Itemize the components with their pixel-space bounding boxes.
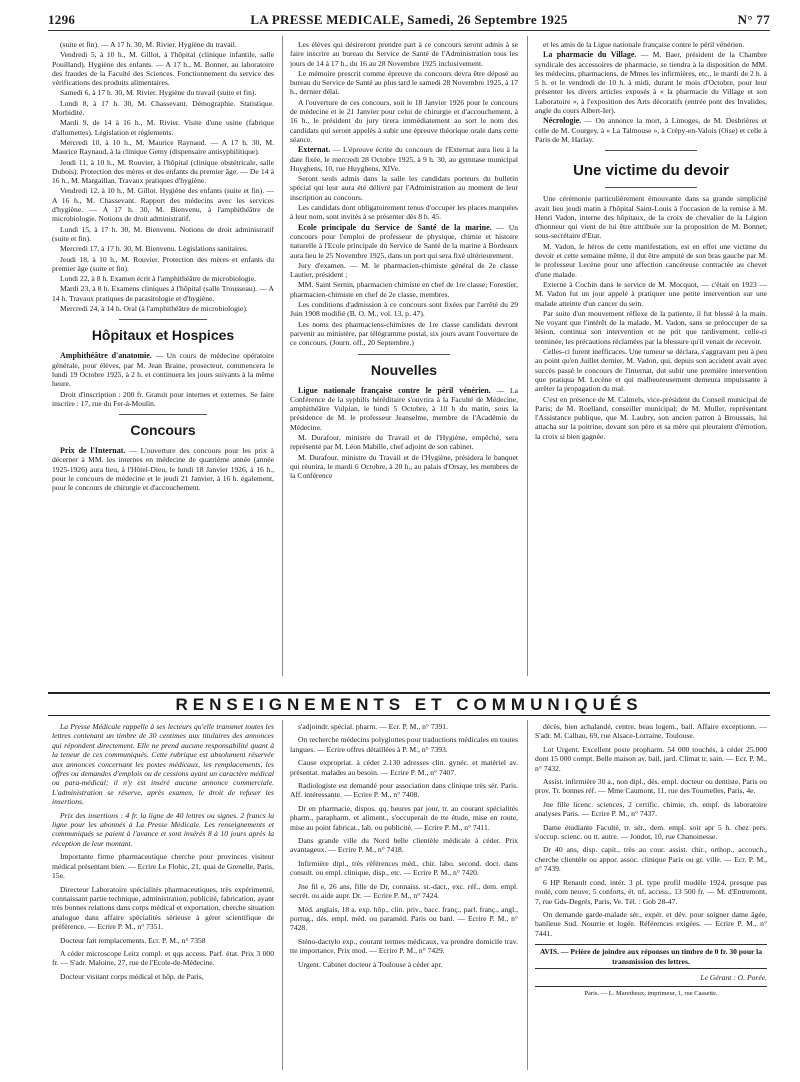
paragraph: M. Durafour, ministre du Travail et de l'Hygiène, présidera le banquet qui réunira, le mardi 6 Octobre, à 20 h., au palais d'Orsay, les membres de la Conférence <box>290 452 518 481</box>
paragraph: Les noms des pharmaciens-chimistes de 1re classe candidats devront parvenir au ministère, par télégramme postal, six jours avant l'ouverture de ce concours. (Journ. off., 20 Septembre.) <box>290 319 518 348</box>
section-title-concours: Concours <box>130 422 196 439</box>
paragraph: M. Vadon, le héros de cette manifestation, est en effet une victime du devoir et cette semaine même, il dut être amputé de son bras gauche par M. le professeur Lecène pour une affection cancéreuse contractée au chevet d'une malade. <box>535 241 767 279</box>
paragraph: Mercredi 24, à 14 h. Oral (à l'amphithéâtre de microbiologie). <box>60 304 248 314</box>
classified-ad: Méd. anglais, 18 a. exp. hôp., clin. priv., bacc. franç., parl. franç., angl., portug., dés. empl. méd. ou paraméd. Paris ou banl. — Ecrire P. M., n° 7428. <box>290 904 518 933</box>
paragraph <box>290 145 518 173</box>
classified-ad: Sténo-dactylo exp., courant termes médicaux, va prendre domicile trav. tte importance. Prix mod. — Ecrire P. M., n° 7429. <box>290 936 518 956</box>
section-divider <box>605 187 698 188</box>
paragraph-text: — M. Baer, président de la Chambre syndicale des accessoires de pharmacie, se tiendra à la disposition de MM. les médecins, pharmaciens, de Mmes les infirmières, etc., le mardi de 2 h. à 5 h. et le vendredi de 10 h. à midi, durant le mois d'Octobre, pour leur présenter les divers articles exposés à « la pharmacie du Village et son Laboratoire », à l'exposition des Arts décoratifs (entrée pont des Invalides, angle du cours Albert-Ier). <box>535 50 767 116</box>
article-title-victime: Une victime du devoir <box>573 162 729 180</box>
classified-ad: Assist. infirmière 30 a., non dipl., dés. empl. docteur ou dentiste, Paris ou prov. Tr. bonnes réf. — Mme Caumont, 11, rue des Tournelles, Paris, 4e. <box>535 777 767 796</box>
avis-notice: AVIS. — Prière de joindre aux réponses un timbre de 0 fr. 30 pour la transmission des lettres. <box>535 944 767 969</box>
notice-intro: La Presse Médicale rappelle à ses lecteurs qu'elle transmet toutes les lettres contenant un timbre de 30 centimes aux titulaires des annonces qui répondent directement. Elle ne prend aucune responsabilité quant à la teneur de ces communiqués. Cette rubrique est absolument réservée aux annonces concernant les postes médicaux, les remplacements, les offres ou demandes d'emplois ou de cessions ayant un caractère médical ou para-médical; il n'y est inséré aucune annonce commerciale. L'administration se réserve, après examen, le droit de refuser les insertions. <box>52 722 274 807</box>
classified-ad: Dr en pharmacie, dispos. qq. heures par jour, tr. au courant spécialités pharm., parapharm. et aliment., s'occuperait de tte étude, mise en route, mise au point fabricat., lab. ou publicité. — Ecrire P. M., n° 7411. <box>290 803 518 832</box>
classified-ad: s'adjoindr. spécial. pharm. — Ecr. P. M., n° 7391. <box>298 722 448 731</box>
paragraph: Mercredi 10, à 10 h., M. Maurice Raynaud. — A 17 h. 30, M. Maurice Raynaud, à la clinique Gemy (dispensaire antisyphilitique). <box>52 137 274 157</box>
paragraph: Vendredi 12, à 10 h., M. Gillot. Hygiène des enfants (suite et fin). — A 16 h., M. Chassevant. Rapport des médecins avec les services d'hygiène. — A 17 h. 30, M. Bienvenu, à l'amphithéâtre de microbiologie. Notions de droit administratif. <box>52 186 274 224</box>
classified-ad: Importante firme pharmaceutique cherche pour provinces visiteur médical présentant bien. — Ecrire Le Flohic, 21, quai de Grenelle, Paris, 15e. <box>52 852 274 881</box>
paragraph-text: — L'épreuve écrite du concours de l'Externat aura lieu à la date fixée, le mercredi 28 Octobre 1925, à 9 h. 30, au gymnase municipal Huyghens, 10, rue Huyghens, XIVe. <box>290 145 518 173</box>
column-right <box>535 40 767 680</box>
paragraph: et les amis de la Ligue nationale française contre le péril vénérien. <box>543 40 745 49</box>
gerant-line: Le Gérant : O. Porée. <box>700 972 767 982</box>
paragraph <box>52 446 274 492</box>
paragraph: Mercredi 17, à 17 h. 30, M. Bienvenu. Législations sanitaires. <box>60 244 248 254</box>
paragraph-text: — On annonce la mort, à Limoges, de M. Desbrières et celle de M. Courgey, à « La Talmouse », à Crépy-en-Valois (Oise) et celle à Paris de M. Harlay. <box>535 116 767 144</box>
column-rule <box>282 720 283 1070</box>
column-rule <box>527 720 528 1070</box>
classified-ad: Dans grande ville du Nord belle clientèle médicale à céder. Prix avantageux. — Ecrire P. M., n° 7418. <box>290 836 518 855</box>
paragraph: Une cérémonie particulièrement émouvante dans sa grande simplicité avait lieu jeudi matin à l'hôpital Saint-Louis à l'occasion de la remise à M. Henri Vadon, interne des hôpitaux, de la croix de chevalier de la Légion d'honneur qui vient de lui être attribuée sur la proposition de M. Bonnet, sous-secrétaire d'Etat. <box>535 194 767 241</box>
paragraph <box>290 223 518 260</box>
paragraph: Lundi 8, à 17 h. 30, M. Chassevant. Démographie. Statistique. Morbidité. <box>52 98 274 118</box>
classified-ad: décès, bien achalandé, centre, beau logem., bail. Affaire exceptionn. — S'adr. M. Calhau, 69, rue Alsace-Lorraine, Toulouse. <box>535 722 767 741</box>
subsection-heading: Nécrologie. <box>543 116 582 126</box>
classified-ad: Dame étudiante Faculté, tr. sér., dem. empl. soir apr 5 h. chez pers. s'occup. scienc. ou tt. autre. — Jondot, 10, rue Chanoinesse. <box>535 822 767 842</box>
paragraph: Les candidats dont obligatoirement tenus d'occuper les places marquées à leur nom, sont invités à se présenter dès 8 h. 45. <box>290 203 518 222</box>
subsection-heading: La pharmacie du Village. <box>543 50 637 60</box>
paragraph: Jeudi 18, à 10 h., M. Rouvier. Protection des mères et enfants du premier âge (suite et fin). <box>52 254 274 273</box>
section-divider <box>605 150 698 151</box>
paragraph: Vendredi 5, à 10 h., M. Gillot, à l'hôpital (clinique infantile, salle Pouilland). Hygiène des enfants. — A 17 h., M. Bonner, au laboratoire des fraudes de la Faculté des Sciences. Fonctionnement du service des vérifications des produits alimentaires. <box>52 50 274 88</box>
classified-ad: On demande garde-malade sér., expér. et dév. pour soigner dame âgée, banlieue Sud. Nourrie et logée. Références exigées. — Ecrire P. M., n° 7441. <box>535 909 767 938</box>
classified-ad: Docteur fait remplacements. Ecr. P. M., n° 7358 <box>60 935 206 945</box>
paragraph: (suite et fin). — A 17 h. 30, M. Rivier. Hygiène du travail. <box>60 40 237 49</box>
subsection-heading: Amphithéâtre d'anatomie. <box>60 351 152 361</box>
paragraph: Externe à Cochin dans le service de M. Mocquot, — c'était en 1923 — M. Vadon fut un jour appelé à pratiquer une petite intervention sur une malade atteinte d'un cancer du sein. <box>535 279 767 308</box>
paragraph: Droit d'inscription : 200 fr. Gratuit pour internes et externes. Se faire inscrire : 17, rue du Fer-à-Moulin. <box>52 389 274 408</box>
paragraph: Seront seuls admis dans la salle les candidats porteurs du bulletin spécial qui leur aura été délivré par l'Administration au moment de leur inscription au concours. <box>290 174 518 202</box>
paragraph: Mardi 9, de 14 à 16 h., M. Rivier. Visite d'une usine (fabrique d'allumettes). Législation et règlements. <box>52 118 274 137</box>
paragraph: Lundi 15, à 17 h. 30, M. Bienvenu. Notions de droit administratif (suite et fin). <box>52 224 274 243</box>
classified-ad: 6 HP Renault cond. intér. 3 pl. type profil modèle 1924, presque pas roulé, com neuve, 5 conforts, ét. nf, access., 13 500 fr. — M. d'Entremont, 7, rue Gds-Degrés, Paris, Ve. Tél. : Gob 28-47. <box>535 877 767 906</box>
paragraph: Jeudi 11, à 10 h., M. Rouvier, à l'hôpital (clinique obstétricale, salle Dubois). Protection des mères et des enfants du premier âge. — De 14 à 16 h., M. Margaillan. Travaux pratiques d'hygiène. <box>52 157 274 186</box>
printer-line: Paris. — L. Maretheux, imprimeur, 1, rue Cassette. <box>535 986 767 998</box>
journal-title: LA PRESSE MEDICALE, Samedi, 26 Septembre 1925 <box>250 12 568 27</box>
section-divider <box>119 319 208 320</box>
paragraph <box>535 116 767 144</box>
subsection-heading: Ecole principale du Service de Santé de la marine. <box>298 222 492 232</box>
classified-ad: Jne fil e, 26 ans, fille de Dr, connaiss. st.-dact., exc. réf., dem. empl. secrét. ou aide aupr. Dr. — Ecrire P. M., n° 7424. <box>290 881 518 901</box>
page-header <box>48 8 770 36</box>
paragraph: Le mémoire prescrit comme épreuve du concours devra être déposé au bureau du Service de Santé au plus tard le samedi 28 Novembre 1925, à 17 h., dernier délai. <box>290 68 518 97</box>
paragraph <box>535 50 767 115</box>
classified-ad: Cause expropriat. à céder 2.130 adresses clin. gynéc. et matériel av. présentat. malades au besoin. — Ecrire P. M., n° 7407. <box>290 758 518 777</box>
section-banner: RENSEIGNEMENTS ET COMMUNIQUÉS <box>48 692 770 716</box>
classifieds-column-right <box>535 722 767 1072</box>
paragraph <box>290 386 518 432</box>
paragraph: Les conditions d'admission à ce concours sont fixées par l'arrêté du 29 Juin 1908 modifié (B. O. M., vol. 13, p. 47). <box>290 300 518 319</box>
column-left <box>52 40 274 680</box>
classified-ad: Jne fille licenc. sciences, 2 certific. chimie, ch. empl. ds laboratoire analyses Paris. — Ecrire P. M., n° 7437. <box>535 799 767 819</box>
classifieds-column-middle <box>290 722 518 1072</box>
classified-ad: Docteur visitant corps médical et hôp. de Paris, <box>60 971 204 981</box>
paragraph: Samedi 6, à 17 h. 30, M. Rivier. Hygiène du travail (suite et fin). <box>60 88 257 98</box>
section-divider <box>119 414 208 415</box>
column-rule <box>527 36 528 676</box>
classified-ad: A céder microscope Leitz compl. et qqs access. Parf. état. Prix 3 000 fr. — S'adr. Maloine, 27, rue de l'Ecole-de-Médecine. <box>52 948 274 968</box>
paragraph <box>52 351 274 388</box>
paragraph: MM. Saint Sernin, pharmacien chimiste en chef de 1re classe; Forestier, pharmacien-chimiste en chef de 2e classe, membres. <box>290 280 518 299</box>
subsection-heading: Prix de l'Internat. <box>60 446 126 456</box>
paragraph: Jury d'examen. — M. le pharmacien-chimiste général de 2e classe Lautier, président ; <box>290 260 518 280</box>
paragraph: Mardi 23, à 8 h. Examens cliniques à l'hôpital (salle Trousseau). — A 14 h. Travaux pratiques de parasitologie et d'hygiène. <box>52 284 274 303</box>
paragraph: A l'ouverture de ces concours, soit le 18 Janvier 1926 pour le concours de médecine et le 21 Janvier pour celui de chirurgie et d'accouchement, à 16 h., le président du jury tirera immédiatement au sort le nom des candidats qui seront appelés à subir une épreuve théorique orale dans cette séance. <box>290 97 518 144</box>
paragraph-text: — L'ouverture des concours pour les prix à décerner à MM. les internes en médecine de quatrième année (année 1925-1926) aura lieu, à l'Hôtel-Dieu, le lundi 18 Janvier 1926, à 16 h., pour le concours de médecine et le jeudi 21 Janvier, à 16 h. également, pour le concours de chirurgie et d'accouchement. <box>52 446 274 493</box>
classifieds-column-left <box>52 722 274 1072</box>
paragraph: Par suite d'un mouvement réflexe de la patiente, il fut blessé à la main. Ne voyant que l'intérêt de la malade, M. Vadon, sans se préoccuper de sa lésion, continua son intervention et ne prit que tardivement, celle-ci terminée, les précautions réclamées par la blessure qu'il venait de recevoir. <box>535 308 767 346</box>
classified-ad: Lot Urgent. Excellent poste propharm. 54 000 touchés, à céder 25.000 dont 15 000 compt. Belle maison av. bail, jard. Climat tr. sain. — Ecr. P. M., n° 7432. <box>535 744 767 773</box>
paragraph: M. Durafour, ministre du Travail et de l'Hygiène, empêché, sera représenté par M. Léon Mabille, chef adjoint de son cabinet. <box>290 432 518 452</box>
column-rule <box>282 36 283 676</box>
paragraph-text: — Un cours de médecine opératoire générale, pour élèves, par M. Jean Braine, prosecteur, commencera le lundi 19 Octobre 1925, à 2 h. et continuera les jours suivants à la même heure. <box>52 351 274 389</box>
classified-ad: Urgent. Cabinet docteur à Toulouse à céder apr. <box>298 959 443 969</box>
section-divider <box>358 354 449 355</box>
classified-ad: Infirmière dipl., très références méd., chir. labo. second. doct. dans consult. ou empl. clinique, disp., etc. — Ecrire P. M., n° 7420. <box>290 858 518 878</box>
section-title-nouvelles: Nouvelles <box>370 361 438 378</box>
header-rule <box>48 30 770 31</box>
classified-ad: Radiologiste est demandé pour association dans clinique très sér. Paris. Aff. intéressante. — Ecrire P. M., n° 7408. <box>290 781 518 800</box>
paragraph: C'est en présence de M. Calmels, vice-président du Conseil municipal de Paris; de M. Roelland, conseiller municipal; de M. Muller, représentant l'Assistance publique, que M. Laubry, son ancien patron à Broussais, lui attacha sur la poitrine, devant son père et sa mère qui pleuraient d'émotion, la croix si bien gagnée. <box>535 394 767 441</box>
subsection-heading: Ligue nationale française contre le péril vénérien. <box>298 385 491 395</box>
paragraph: Les élèves qui désireront prendre part à ce concours seront admis à se faire inscrire au bureau du Service de Santé de l'Administration tous les jours de 14 à 17 h., du 16 au 28 Novembre 1925 inclusivement. <box>290 40 518 68</box>
page-number: 1296 <box>48 12 76 27</box>
classified-ad: Dr 40 ans, disp. capit., très au cour. assist. chir., orthop., accouch., cherche clientèle ou appor. assoc. clinique Paris ou gr. ville. — Ecr. P. M., n° 7439. <box>535 845 767 874</box>
classified-ad: On recherche médecins polyglottes pour traductions médicales en toutes langues. — Ecrire offres détaillées à P. M., n° 7393. <box>290 735 518 754</box>
subsection-heading: Externat. <box>298 145 331 155</box>
paragraph: Lundi 22, à 8 h. Examen écrit à l'amphithéâtre de microbiologie. <box>60 274 256 284</box>
section-title-hopitaux: Hôpitaux et Hospices <box>91 327 235 344</box>
notice-prices: Prix des insertions : 4 fr. la ligne de 40 lettres ou signes. 2 francs la ligne pour les abonnés à La Presse Médicale. Les renseignements et communiqués se paient à l'avance et sont insérés 8 à 10 jours après la réception de leur montant. <box>52 810 274 848</box>
issue-number: N° 77 <box>737 12 770 27</box>
paragraph: Celles-ci furent inefficaces. Une tumeur se déclara, s'aggravant peu à peu au point qu'en Juillet dernier, M. Vadon, qui, depuis son accident avait avec succès passé le concours de l'internat, dut subir une première intervention que pratiqua M. Lecène et qui malheureusement demeura impuissante à arrêter la propagation du mal. <box>535 347 767 394</box>
paragraph-text: — La Conférence de la syphilis héréditaire s'ouvrira à la Faculté de Médecine, amphithéâtre Vulpian, le lundi 5 Octobre, à 10 h du matin, sous la présidence de M. le professeur Jeanselme, membre de l'Académie de Médecine. <box>290 385 518 432</box>
paragraph-text: — Un concours pour l'emploi de professeur de physique, chimie et histoire naturelle à l'Ecole principale du Service de Santé de la marine à Bordeaux aura lieu le 25 Novembre 1925, dans un port qui sera fixé ultérieurement. <box>290 222 518 260</box>
column-middle <box>290 40 518 680</box>
classified-ad: Directeur Laboratoire spécialités pharmaceutiques, très expérimenté, connaissant partie technique, administration, publicité, fabrication, ayant très bonnes relations dans corps médical et exportation, cherche situation analogue dans affaire spécialités sérieuse à gérer scientifique de préférence. — Ecrire P. M., n° 7351. <box>52 884 274 932</box>
